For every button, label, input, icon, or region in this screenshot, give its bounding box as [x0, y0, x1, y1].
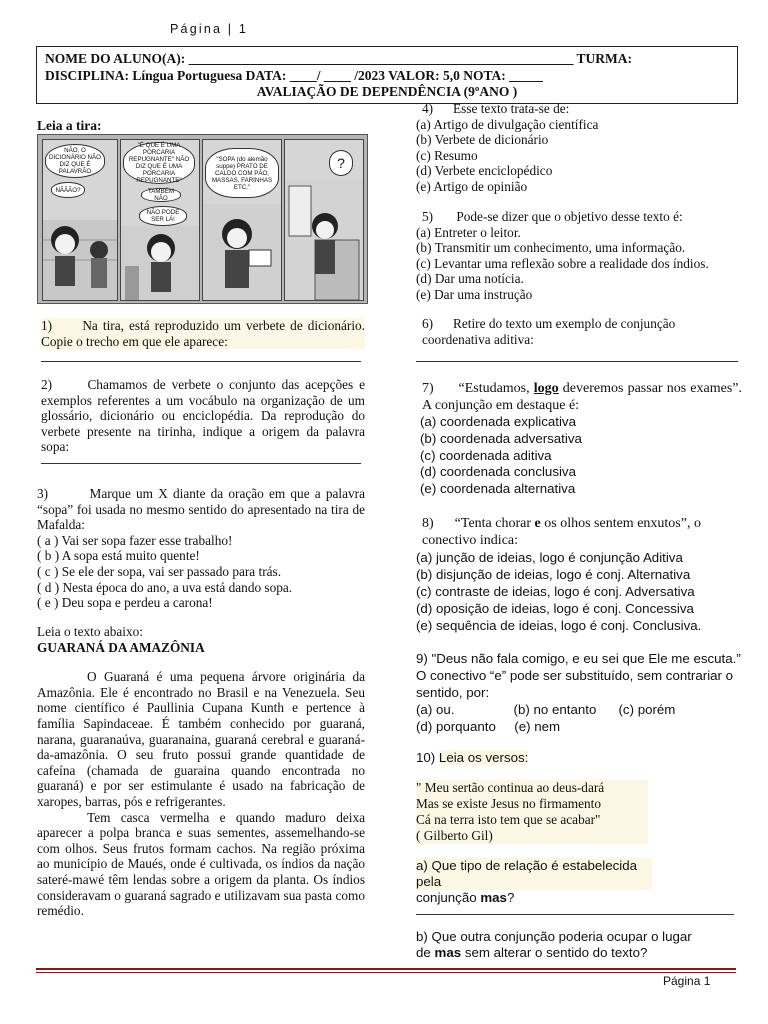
question-4-text: 4) Esse texto trata-se de: [422, 101, 570, 116]
header-subject-line: DISCIPLINA: Língua Portuguesa DATA: ____/ ____ /2023 VALOR: 5,0 NOTA: _____ [45, 68, 543, 83]
question-10a [416, 858, 742, 915]
question-7-option-c[interactable]: (c) coordenada aditiva [420, 447, 552, 463]
mafalda-comic-strip [37, 134, 368, 304]
reading-title: GUARANÁ DA AMAZÔNIA [37, 639, 205, 655]
question-7-option-a[interactable]: (a) coordenada explicativa [420, 414, 576, 429]
question-3-option-d[interactable]: ( d ) Nesta época do ano, a uva está dando sopa. [37, 579, 293, 595]
question-7-highlight: logo [533, 381, 559, 396]
question-3-option-a[interactable]: ( a ) Vai ser sopa fazer esse trabalho! [37, 532, 233, 548]
question-8-option-b[interactable]: (b) disjunção de ideias, logo é conj. Alternativa [416, 567, 691, 582]
question-4 [416, 101, 742, 195]
question-3 [37, 486, 365, 611]
question-10a-suffix: ? [506, 890, 515, 905]
comic-bubble-1: NÃO, O DICIONÁRIO NÃO DIZ QUE É PALAVRÃO [45, 144, 105, 178]
verses-block [416, 780, 648, 844]
question-2-text: 2) Chamamos de verbete o conjunto das acepções e exemplos referentes a um vocábulo na organização de um glossário, dicionário ou enciclopédia. Da reprodução do verbete presente na tirinha, indique a origem da palavra sopa: [41, 377, 365, 455]
question-4-option-e[interactable]: (e) Artigo de opinião [416, 178, 528, 194]
question-10-number: 10) [416, 750, 439, 765]
verse-line-4: ( Gilberto Gil) [416, 828, 493, 843]
question-8-prefix: 8) “Tenta chorar [422, 516, 535, 531]
verse-line-3: Cá na terra isto tem que se acabar" [416, 812, 601, 827]
question-3-option-c[interactable]: ( c ) Se ele der sopa, vai ser passado para trás. [37, 563, 282, 579]
question-7-suffix: deveremos passar nos exames”. A conjunção em destaque é: [422, 381, 742, 413]
question-1 [41, 318, 365, 362]
exam-header [36, 46, 738, 104]
footer-rule [36, 968, 736, 970]
question-1-text: 1) Na tira, está reproduzido um verbete de dicionário. Copie o trecho em que ele aparece: [41, 318, 365, 349]
verse-line-1: " Meu sertão continua ao deus-dará [416, 780, 605, 795]
question-10b-prefix: de [416, 945, 435, 960]
header-exam-title: AVALIAÇÃO DE DEPENDÊNCIA (9ºANO ) [256, 84, 518, 99]
question-9-text: 9) "Deus não fala comigo, e eu sei que Ele me escuta.” O conectivo “e” pode ser substituído, sem contrariar o sentido, por: [416, 651, 741, 700]
comic-figure-2 [121, 226, 199, 300]
footer-page-number: Página 1 [663, 974, 711, 988]
question-5-text: 5) Pode-se dizer que o objetivo desse texto é: [422, 209, 683, 224]
question-5 [416, 209, 742, 303]
question-9-options-row-2[interactable]: (d) porquanto (e) nem [416, 719, 561, 734]
comic-bubble-3: "SOPA (do alemão suppe) PRATO DE CALDO COM PÃO, MASSAS, FARINHAS ETC." [205, 148, 279, 198]
question-3-option-b[interactable]: ( b ) A sopa está muito quente! [37, 548, 200, 564]
question-3-option-e[interactable]: ( e ) Deu sopa e perdeu a carona! [37, 595, 213, 611]
answer-line-10a[interactable] [416, 914, 734, 915]
question-4-option-b[interactable]: (b) Verbete de dicionário [416, 132, 549, 148]
question-9 [416, 650, 742, 735]
question-6-text: 6) Retire do texto um exemplo de conjunção coordenativa aditiva: [422, 316, 676, 347]
question-8-option-d[interactable]: (d) oposição de ideias, logo é conj. Concessiva [416, 601, 694, 616]
page-top-label: Página | 1 [170, 22, 249, 36]
comic-bubble-2c: NÃO PODE SER LÁ! [139, 206, 187, 226]
reading-section [37, 624, 365, 919]
question-7-option-d[interactable]: (d) coordenada conclusiva [420, 464, 576, 480]
comic-bubble-1b: NÃÃÃO? [51, 182, 85, 198]
question-8 [416, 515, 742, 634]
question-4-option-d[interactable]: (d) Verbete enciclopédico [416, 163, 553, 179]
comic-panel-3 [202, 139, 282, 301]
question-5-option-c[interactable]: (c) Levantar uma reflexão sobre a realidade dos índios. [416, 255, 709, 271]
verse-line-2: Mas se existe Jesus no firmamento [416, 796, 602, 811]
answer-line-2[interactable] [41, 463, 361, 464]
comic-panel-1 [42, 139, 118, 301]
comic-bubble-2b: TAMBÉM NÃO [141, 188, 181, 202]
answer-line-6[interactable] [416, 361, 738, 362]
question-5-option-e[interactable]: (e) Dar uma instrução [416, 286, 533, 302]
answer-line-1[interactable] [41, 361, 361, 362]
comic-panel-2 [120, 139, 200, 301]
question-4-option-c[interactable]: (c) Resumo [416, 147, 478, 163]
question-9-options-row-1[interactable]: (a) ou. (b) no entanto (c) porém [416, 702, 676, 717]
question-4-option-a[interactable]: (a) Artigo de divulgação científica [416, 116, 599, 132]
strip-title: Leia a tira: [37, 118, 102, 133]
comic-figure-3 [203, 204, 281, 300]
question-5-option-b[interactable]: (b) Transmitir um conhecimento, uma informação. [416, 240, 686, 256]
question-10a-line-1: a) Que tipo de relação é estabelecida pela [416, 858, 652, 890]
comic-figure-4 [285, 180, 363, 300]
question-7 [416, 380, 742, 498]
header-student-line: NOME DO ALUNO(A): _________________________________________________________ TURMA: [45, 51, 632, 66]
question-10b-highlight: mas [434, 945, 462, 960]
question-10 [416, 750, 742, 970]
reading-paragraph-1: O Guaraná é uma pequena árvore originária da Amazônia. Ele é encontrado no Brasil e na Venezuela. Seu nome científico é Paullinia Cupana Kunth e pertence à família Sapindaceae. É também conhecido por guaraná, narana, guaranaúva, guaranaina, guaraná cerebral e guaraná-da-amazônia. O seu fruto possui grande quantidade de cafeína (chamada de guaraina quando encontrada no guaraná) e por ser estimulante é usado na fabricação de xaropes, barras, pós e refrigerantes. [37, 669, 365, 809]
question-8-suffix: os olhos sentem enxutos”, o conectivo indica: [422, 516, 701, 548]
question-8-option-c[interactable]: (c) contraste de ideias, logo é conj. Adversativa [416, 584, 695, 599]
question-7-option-e[interactable]: (e) coordenada alternativa [420, 481, 576, 497]
question-8-option-e[interactable]: (e) sequência de ideias, logo é conj. Conclusiva. [416, 618, 702, 633]
question-10-label: Leia os versos: [438, 750, 529, 765]
comic-panel-4 [284, 139, 364, 301]
comic-bubble-4: ? [329, 150, 353, 176]
question-10a-highlight: mas [480, 890, 507, 905]
reading-paragraph-2: Tem casca vermelha e quando maduro deixa aparecer a polpa branca e suas sementes, assemelhando-se com olhos. Seus frutos formam cachos. Na região próxima ao município de Maués, onde é cultivada, os índios da nação sateré-mawé têm lendas sobre a origem da planta. Os índios consideravam o guaraná sagrado e utilizavam sua pasta como remédio. [37, 809, 365, 919]
question-10b-line-1: b) Que outra conjunção poderia ocupar o lugar [416, 929, 692, 944]
question-10b [416, 929, 742, 970]
question-5-option-a[interactable]: (a) Entreter o leitor. [416, 224, 521, 240]
question-2 [41, 377, 365, 464]
question-6 [416, 316, 742, 362]
reading-instruction: Leia o texto abaixo: [37, 624, 143, 639]
question-8-highlight: e [534, 516, 541, 531]
question-8-option-a[interactable]: (a) junção de ideias, logo é conjunção Aditiva [416, 550, 683, 565]
question-7-prefix: 7) “Estudamos, [422, 381, 534, 396]
footer-rule-thin [36, 972, 736, 973]
question-3-text: 3) Marque um X diante da oração em que a palavra “sopa” foi usada no mesmo sentido do apresentado na tira de Mafalda: [37, 486, 365, 533]
comic-figure-1 [43, 200, 117, 300]
comic-bubble-2: "É QUE É UMA PORCARIA REPUGNANTE" NÃO DIZ QUE É UMA PORCARIA REPUGNANTE" [123, 142, 195, 184]
question-10a-prefix: conjunção [416, 890, 481, 905]
question-7-option-b[interactable]: (b) coordenada adversativa [420, 430, 582, 446]
question-10b-suffix: sem alterar o sentido do texto? [461, 945, 648, 960]
question-5-option-d[interactable]: (d) Dar uma notícia. [416, 271, 524, 287]
